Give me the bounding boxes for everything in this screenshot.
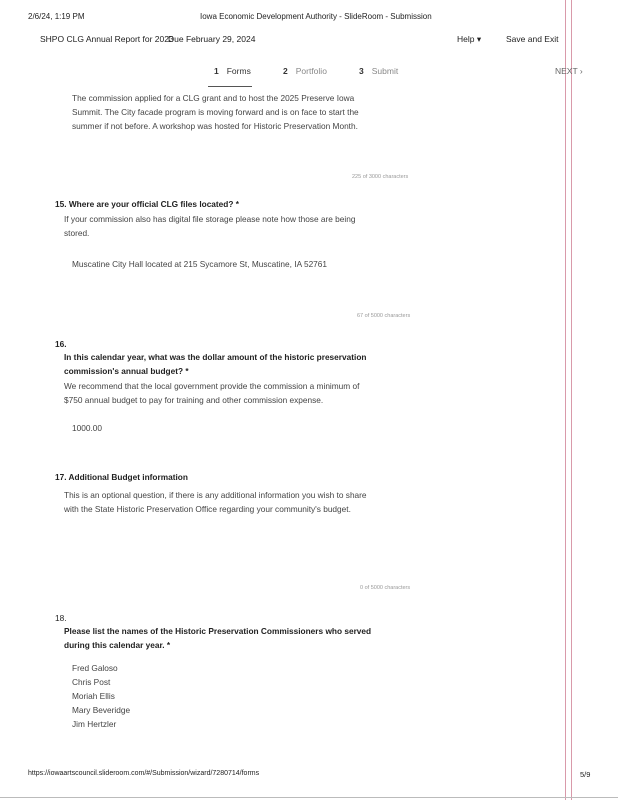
q17-help (64, 488, 367, 516)
step-submit[interactable] (359, 66, 398, 76)
step-portfolio[interactable] (283, 66, 327, 76)
q15-title: 15. Where are your official CLG files located? * (55, 199, 239, 209)
step-forms[interactable] (214, 66, 251, 76)
q14-answer[interactable] (72, 91, 359, 133)
next-button[interactable]: NEXT › (555, 66, 583, 76)
q14-char-count: 225 of 3000 characters (352, 174, 409, 180)
print-title: Iowa Economic Development Authority - SlideRoom - Submission (200, 12, 432, 21)
q16-help (64, 379, 359, 407)
margin-line (571, 0, 572, 800)
q17-char-count: 0 of 5000 characters (360, 585, 411, 591)
commissioner-name: Chris Post (72, 677, 111, 687)
help-line: If your commission also has digital file storage please note how those are being (64, 214, 356, 224)
q15-answer[interactable]: Muscatine City Hall located at 215 Sycamore St, Muscatine, IA 52761 (72, 259, 328, 269)
help-line: $750 annual budget to pay for training and other commission expense. (64, 395, 324, 405)
help-menu[interactable]: Help ▾ (457, 34, 482, 44)
form-title: SHPO CLG Annual Report for 2023 (40, 34, 174, 44)
step-label: Submit (371, 66, 399, 76)
step-number: 2 (283, 66, 288, 76)
q18-number: 18. (55, 613, 67, 623)
page-number: 5/9 (580, 770, 591, 779)
print-datetime: 2/6/24, 1:19 PM (28, 12, 85, 21)
title-line: In this calendar year, what was the dollar amount of the historic preservation (64, 352, 367, 362)
title-line: commission's annual budget? * (64, 366, 189, 376)
answer-line: Summit. The City facade program is moving forward and is on face to start the (72, 107, 359, 117)
step-label: Forms (226, 66, 251, 76)
help-line: This is an optional question, if there is any additional information you wish to share (64, 490, 367, 500)
title-line: Please list the names of the Historic Preservation Commissioners who served (64, 626, 372, 636)
help-line: with the State Historic Preservation Office regarding your community's budget. (64, 504, 351, 514)
q15-help (64, 212, 355, 240)
active-step-underline (208, 86, 252, 87)
title-line: during this calendar year. * (64, 640, 171, 650)
q17-title: 17. Additional Budget information (55, 472, 188, 482)
step-number: 3 (359, 66, 364, 76)
q18-answer[interactable] (72, 661, 130, 731)
q18-title (64, 624, 371, 652)
save-exit-button[interactable]: Save and Exit (506, 34, 559, 44)
q15-char-count: 67 of 5000 characters (357, 313, 411, 319)
q16-title (64, 350, 366, 378)
due-date: Due February 29, 2024 (168, 34, 256, 44)
page-bottom-edge (0, 797, 618, 798)
help-line: stored. (64, 228, 90, 238)
commissioner-name: Fred Galoso (72, 663, 118, 673)
q16-number: 16. (55, 339, 67, 349)
margin-line (565, 0, 566, 800)
q16-answer[interactable]: 1000.00 (72, 423, 102, 433)
step-label: Portfolio (295, 66, 327, 76)
commissioner-name: Moriah Ellis (72, 691, 115, 701)
q17-answer-input[interactable] (64, 520, 424, 580)
step-number: 1 (214, 66, 219, 76)
help-line: We recommend that the local government provide the commission a minimum of (64, 381, 360, 391)
commissioner-name: Jim Hertzler (72, 719, 117, 729)
commissioner-name: Mary Beveridge (72, 705, 131, 715)
answer-line: summer if not before. A workshop was hosted for Historic Preservation Month. (72, 121, 358, 131)
print-url: https://iowaartscouncil.slideroom.com/#/Submission/wizard/7280714/forms (28, 770, 260, 777)
answer-line: The commission applied for a CLG grant and to host the 2025 Preserve Iowa (72, 93, 355, 103)
